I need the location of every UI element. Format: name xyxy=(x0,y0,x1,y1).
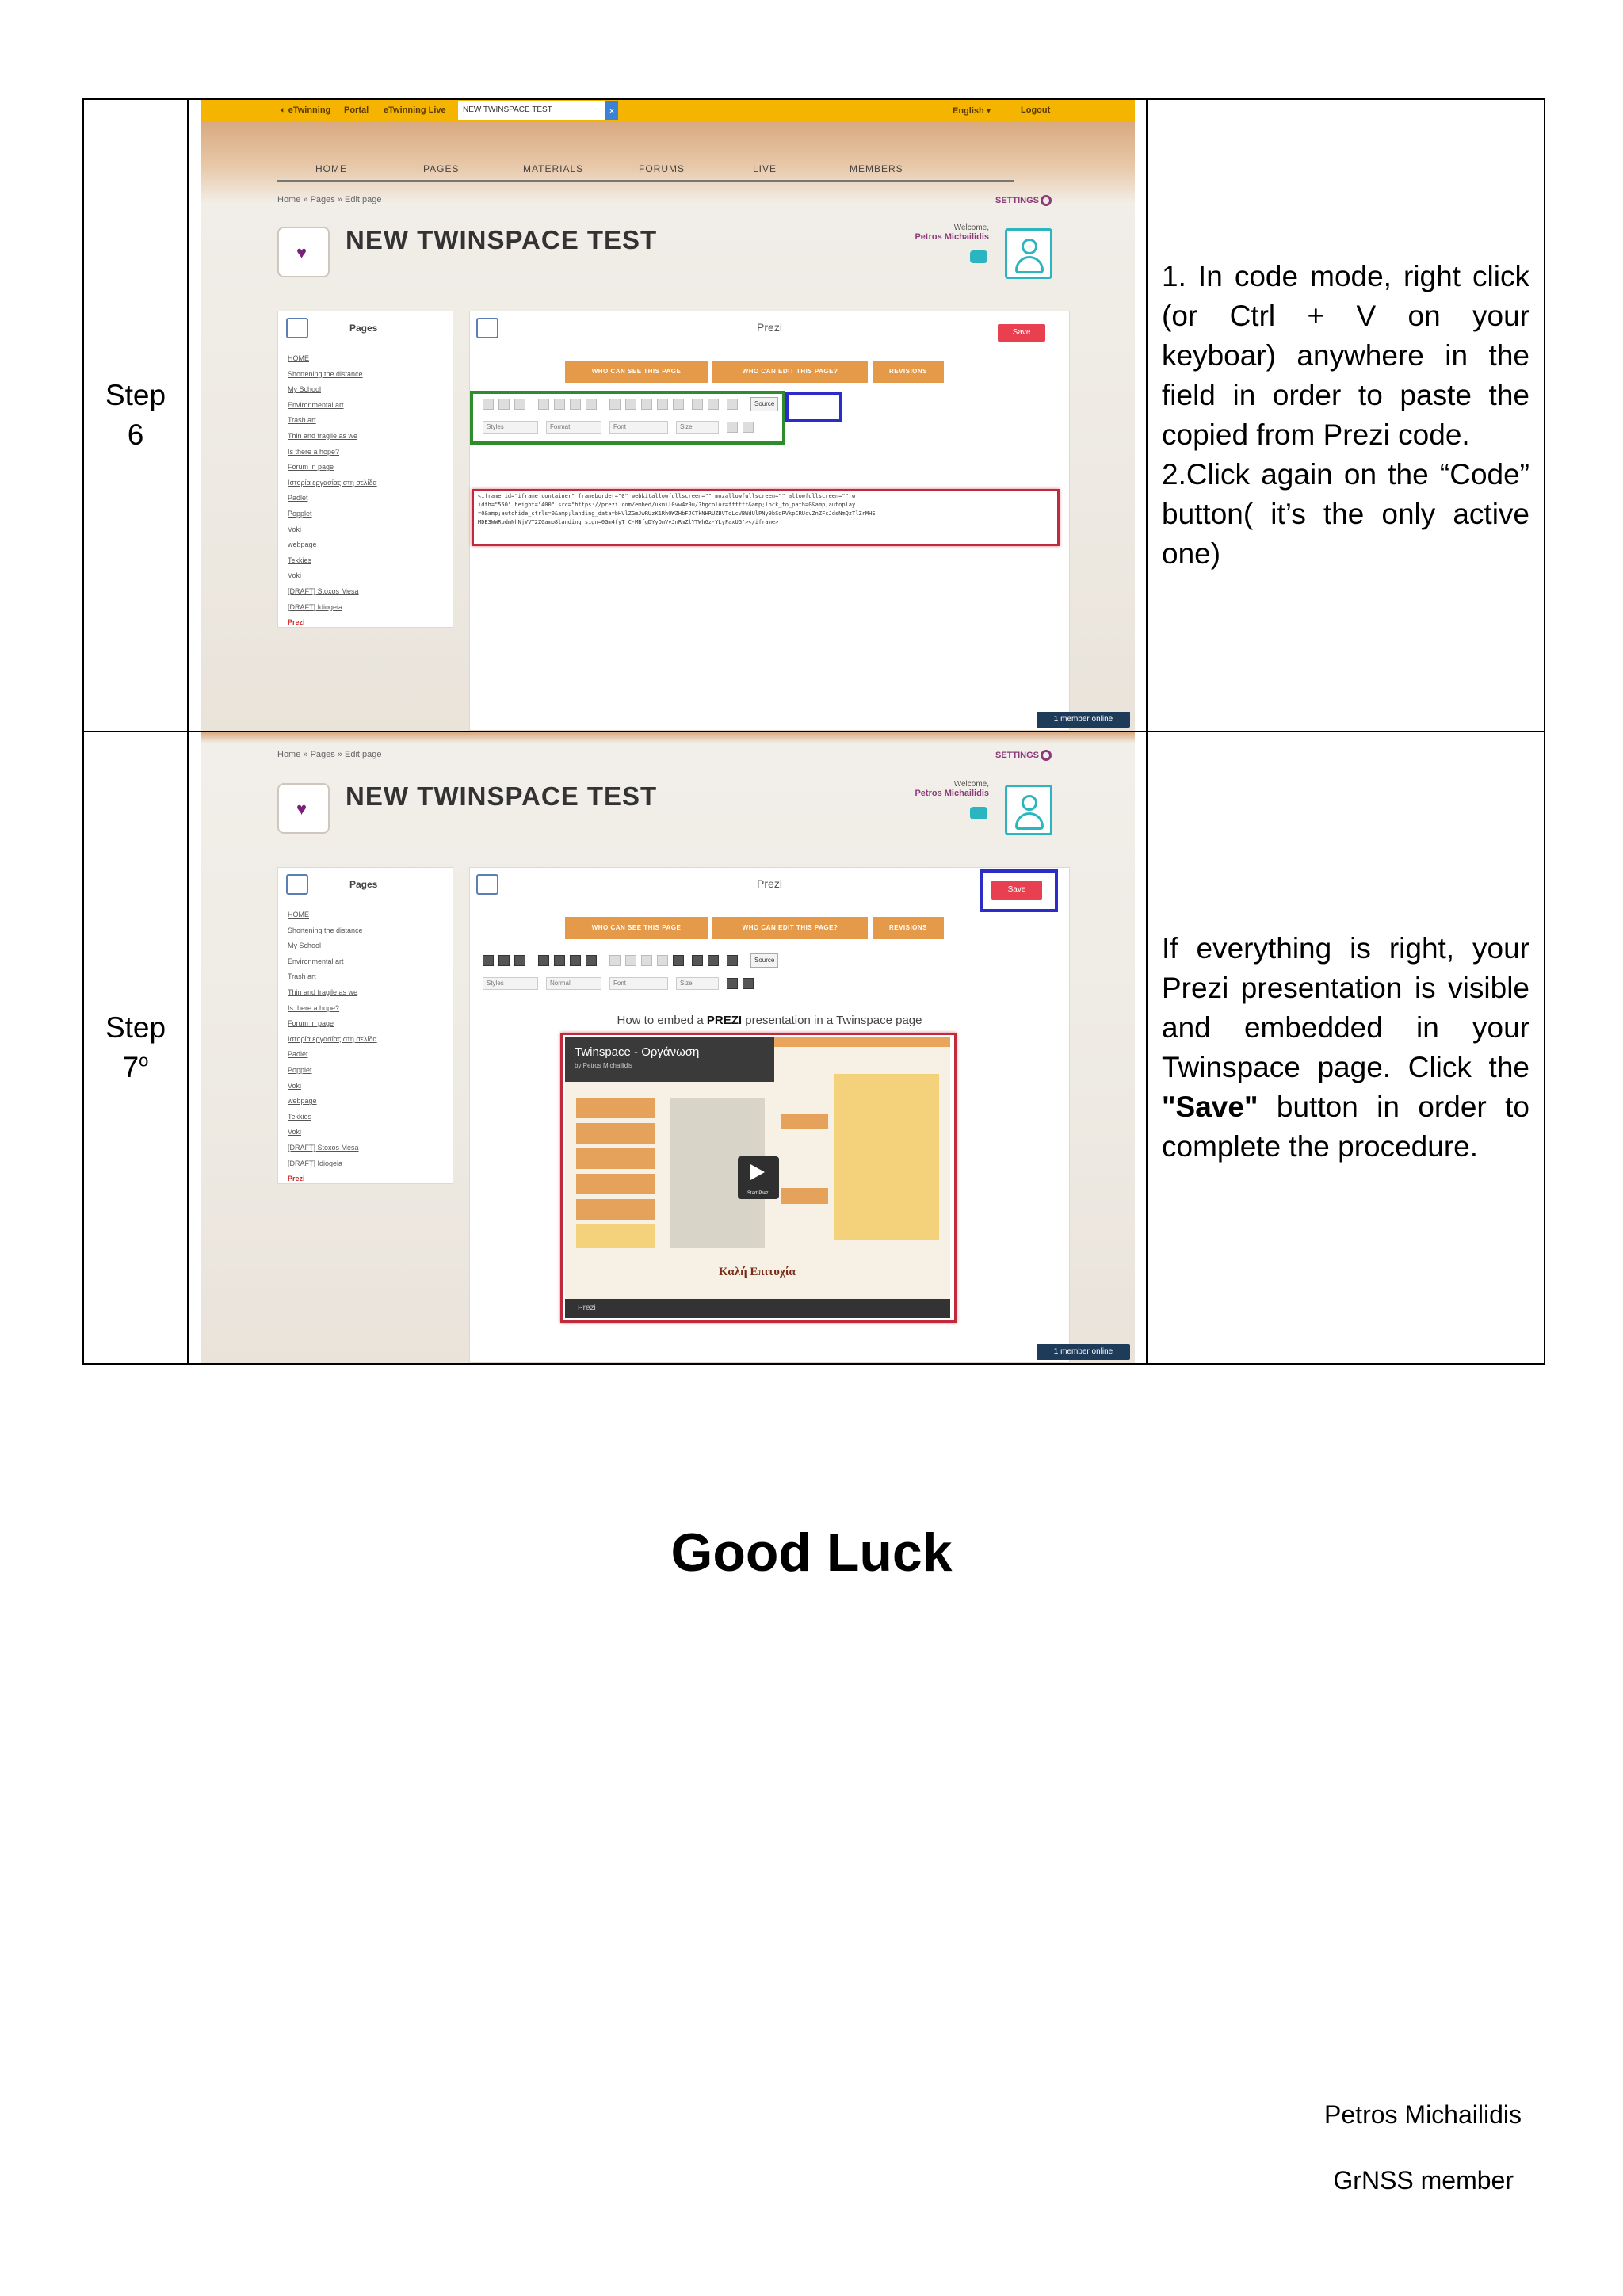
step-number: 7 xyxy=(122,1051,139,1083)
page-link-active[interactable]: Prezi xyxy=(288,618,305,627)
page-link[interactable]: Tekkies xyxy=(288,556,312,564)
page-link[interactable]: Is there a hope? xyxy=(288,1003,340,1012)
pages-panel xyxy=(277,867,453,1184)
revisions-button[interactable]: REVISIONS xyxy=(873,361,944,383)
text-color-icon[interactable] xyxy=(727,978,738,989)
source-button[interactable]: Source xyxy=(750,397,778,411)
twinspace-logo xyxy=(277,227,330,277)
page-link[interactable]: [DRAFT] Stoxos Mesa xyxy=(288,586,359,595)
nav-item-home[interactable]: HOME xyxy=(315,163,347,174)
page-link[interactable]: Trash art xyxy=(288,416,316,425)
topbar-link[interactable]: Portal xyxy=(344,105,369,115)
close-icon[interactable]: × xyxy=(605,101,618,120)
editor-panel xyxy=(469,311,1070,731)
member-online-badge[interactable]: 1 member online xyxy=(1037,1344,1130,1360)
breadcrumb: Home » Pages » Edit page xyxy=(277,750,382,759)
step-label: Step xyxy=(105,379,166,411)
highlight-source-box xyxy=(785,392,842,422)
step-label-cell xyxy=(83,99,188,732)
gear-icon xyxy=(1041,750,1052,761)
font-select[interactable]: Font xyxy=(609,421,668,434)
nav-item-pages[interactable]: PAGES xyxy=(423,163,460,174)
format-select[interactable]: Normal xyxy=(546,977,601,990)
settings-label: SETTINGS xyxy=(995,195,1040,205)
topbar-link[interactable]: eTwinning Live xyxy=(384,105,446,115)
page-link[interactable]: Voki xyxy=(288,571,302,580)
step-row-6 xyxy=(83,99,1545,732)
twinspace-screenshot-step6 xyxy=(201,100,1135,731)
breadcrumb: Home » Pages » Edit page xyxy=(277,195,382,204)
page-link-active[interactable]: Prezi xyxy=(288,1175,305,1183)
page-link[interactable]: Forum in page xyxy=(288,1019,334,1028)
page-link[interactable]: Voki xyxy=(288,1128,302,1137)
prezi-author: by Petros Michailidis xyxy=(575,1062,632,1069)
page-link[interactable]: HOME xyxy=(288,354,309,362)
highlight-prezi-box xyxy=(560,1033,957,1323)
twinspace-logo xyxy=(277,783,330,834)
nav-item-live[interactable]: LIVE xyxy=(753,163,777,174)
nav-item-members[interactable]: MEMBERS xyxy=(850,163,903,174)
author-affiliation: GrNSS member xyxy=(1333,2166,1514,2195)
format-select[interactable]: Format xyxy=(546,421,601,434)
description-cell xyxy=(1147,732,1545,1364)
prezi-start-label: Start Prezi xyxy=(747,1191,769,1196)
member-online-badge[interactable]: 1 member online xyxy=(1037,712,1130,728)
editor-title: Prezi xyxy=(757,877,782,890)
who-can-see-button[interactable]: WHO CAN SEE THIS PAGE xyxy=(565,361,708,383)
page-link[interactable]: Environmental art xyxy=(288,957,344,965)
numbered-list-icon[interactable] xyxy=(625,955,636,966)
list-icon[interactable] xyxy=(609,955,621,966)
page-link[interactable]: Popplet xyxy=(288,1065,312,1074)
link-icon[interactable] xyxy=(727,955,738,966)
etwinning-logo: ◐ eTwinning xyxy=(281,105,331,115)
line-icon[interactable] xyxy=(708,955,719,966)
page-link[interactable]: webpage xyxy=(288,1097,317,1106)
welcome-block xyxy=(886,780,989,798)
gear-icon xyxy=(1041,195,1052,206)
step-label: Step xyxy=(105,1011,166,1044)
revisions-button[interactable]: REVISIONS xyxy=(873,917,944,939)
heart-icon: ♥ xyxy=(296,243,307,262)
pages-icon xyxy=(286,318,308,338)
strike-icon[interactable] xyxy=(514,955,525,966)
editor-toolbar xyxy=(478,952,1056,998)
page-link[interactable]: Padlet xyxy=(288,1050,308,1059)
settings-label: SETTINGS xyxy=(995,750,1040,760)
page-link[interactable]: Trash art xyxy=(288,972,316,981)
nav-band xyxy=(201,122,1135,204)
indent-icon[interactable] xyxy=(641,955,652,966)
caption-bold: PREZI xyxy=(706,1014,743,1027)
screenshot-cell xyxy=(188,732,1147,1364)
page-link[interactable]: Is there a hope? xyxy=(288,447,340,456)
screenshot-cell xyxy=(188,99,1147,732)
page-link[interactable]: [DRAFT] Idiogeia xyxy=(288,1159,343,1167)
user-name[interactable]: Petros Michailidis xyxy=(915,232,989,242)
highlight-save-box xyxy=(980,869,1058,912)
step-number: 6 xyxy=(127,418,144,451)
welcome-text: Welcome, xyxy=(953,223,989,232)
page-link[interactable]: Ιστορία εργασίας στη σελίδα xyxy=(288,478,377,487)
page-link[interactable]: Shortening the distance xyxy=(288,369,363,378)
twinspace-screenshot-step7 xyxy=(201,732,1135,1363)
page-link[interactable]: Thin and fragile as we xyxy=(288,988,358,996)
page-link[interactable]: Shortening the distance xyxy=(288,926,363,934)
who-can-edit-button[interactable]: WHO CAN EDIT THIS PAGE? xyxy=(712,361,868,383)
page-link[interactable]: My School xyxy=(288,942,322,950)
avatar[interactable] xyxy=(1005,785,1052,835)
chat-icon[interactable] xyxy=(970,807,987,819)
size-select[interactable]: Size xyxy=(676,421,719,434)
who-can-edit-button[interactable]: WHO CAN EDIT THIS PAGE? xyxy=(712,917,868,939)
pages-title: Pages xyxy=(349,323,378,334)
language-select[interactable]: English ▾ xyxy=(953,106,991,116)
align-left-icon[interactable] xyxy=(538,955,549,966)
author-name: Petros Michailidis xyxy=(1324,2100,1522,2129)
description-cell xyxy=(1147,99,1545,732)
bg-color-icon[interactable] xyxy=(743,978,754,989)
nav-item-forums[interactable]: FORUMS xyxy=(639,163,685,174)
align-center-icon[interactable] xyxy=(554,955,565,966)
site-title: NEW TWINSPACE TEST xyxy=(346,225,658,254)
step-label-cell xyxy=(83,732,188,1364)
page-link[interactable]: Environmental art xyxy=(288,400,344,409)
welcome-block xyxy=(886,223,989,242)
chat-icon[interactable] xyxy=(970,250,987,263)
settings-link[interactable] xyxy=(995,195,1052,206)
save-button[interactable]: Save xyxy=(998,324,1045,342)
ordinal-sup: o xyxy=(139,1050,149,1071)
pages-icon xyxy=(286,874,308,895)
page-link[interactable]: Thin and fragile as we xyxy=(288,431,358,440)
user-name[interactable]: Petros Michailidis xyxy=(915,789,989,798)
page-link[interactable]: My School xyxy=(288,385,322,394)
etwinning-topbar xyxy=(201,100,1135,122)
quote-icon[interactable] xyxy=(673,955,684,966)
caption-pre: How to embed a xyxy=(617,1014,707,1027)
page-link[interactable]: [DRAFT] Idiogeia xyxy=(288,602,343,611)
page-link[interactable]: Voki xyxy=(288,1081,302,1090)
code-textarea[interactable]: <iframe id="iframe_container" frameborder="0" webkitallowfullscreen="" mozallowfullscreen="" allowfullscreen="" w idth="550" height="400" src="https://prezi.com/embed/ukmil0vw4z9u/?bgcolor=ffffff&amp;lock_to_path=0&amp;autoplay =0&amp;autohide_ctrls=0&amp;landing_data=bHVlZGmJwRUzK1RhOWZHbFJCTkNHRUZBVTdLcVBWdUlPNy9bSdPVkpCRUcvZnZFcJdsNmQzTlZrMHE MDE3WWRodmNhNjVVT2ZGamp8landing_sign=0Gm4fyT_C-MBfgDYyOmVvJnRmZlYTWhGz-YLyFaxUG"></iframe> xyxy=(478,493,876,525)
page-link[interactable]: HOME xyxy=(288,911,309,919)
step-description: 1. In code mode, right click (or Ctrl + V on your keyboar) anywhere in the field in order to paste the copied from Prezi code. 2.Click again on the “Code” button( it’s the only active one) xyxy=(1162,260,1529,570)
pages-list xyxy=(288,907,377,1187)
steps-table xyxy=(82,98,1545,1365)
heart-icon: ♥ xyxy=(296,799,307,819)
embed-caption xyxy=(470,1014,1069,1027)
page-link[interactable]: Popplet xyxy=(288,509,312,518)
nav-item-materials[interactable]: MATERIALS xyxy=(523,163,584,174)
page-link[interactable]: [DRAFT] Stoxos Mesa xyxy=(288,1143,359,1152)
pages-panel xyxy=(277,311,453,628)
pages-list xyxy=(288,351,377,631)
logout-link[interactable]: Logout xyxy=(1021,105,1051,115)
main-nav xyxy=(277,154,1014,182)
outdent-icon[interactable] xyxy=(657,955,668,966)
justify-icon[interactable] xyxy=(586,955,597,966)
table-icon[interactable] xyxy=(692,955,703,966)
page-link[interactable]: Forum in page xyxy=(288,463,334,472)
size-select[interactable]: Size xyxy=(676,977,719,990)
prezi-greek-text: Καλή Επιτυχία xyxy=(719,1266,796,1278)
welcome-text: Welcome, xyxy=(953,780,989,789)
pages-title: Pages xyxy=(349,879,378,890)
editor-panel xyxy=(469,867,1070,1363)
page-link[interactable]: Voki xyxy=(288,525,302,533)
step-row-7 xyxy=(83,732,1545,1364)
page-link[interactable]: Ιστορία εργασίας στη σελίδα xyxy=(288,1034,377,1043)
site-title: NEW TWINSPACE TEST xyxy=(346,781,658,811)
styles-select[interactable]: Styles xyxy=(483,421,538,434)
caption-post: presentation in a Twinspace page xyxy=(742,1014,922,1027)
align-right-icon[interactable] xyxy=(570,955,581,966)
highlight-toolbar-box xyxy=(470,391,785,445)
save-button[interactable]: Save xyxy=(991,881,1042,900)
page-link[interactable]: Tekkies xyxy=(288,1112,312,1121)
page-link[interactable]: webpage xyxy=(288,541,317,549)
avatar[interactable] xyxy=(1005,228,1052,279)
bold-icon[interactable] xyxy=(483,955,494,966)
settings-link[interactable] xyxy=(995,750,1052,761)
who-can-see-button[interactable]: WHO CAN SEE THIS PAGE xyxy=(565,917,708,939)
source-button[interactable]: Source xyxy=(750,953,778,968)
closing-heading: Good Luck xyxy=(670,1522,953,1583)
editor-title: Prezi xyxy=(757,321,782,334)
prezi-title: Twinspace - Οργάνωση xyxy=(575,1045,700,1059)
twinspace-tab[interactable]: NEW TWINSPACE TEST xyxy=(458,101,605,120)
page-link[interactable]: Padlet xyxy=(288,494,308,502)
font-select[interactable]: Font xyxy=(609,977,668,990)
step-description: If everything is right, your Prezi presentation is visible and embedded in your Twinspace page. Click the "Save" button in order to complete the procedure. xyxy=(1162,932,1529,1163)
prezi-footer: Prezi xyxy=(565,1299,950,1318)
italic-icon[interactable] xyxy=(498,955,510,966)
styles-select[interactable]: Styles xyxy=(483,977,538,990)
nav-band-edge xyxy=(201,732,1135,743)
highlight-code-box xyxy=(472,489,1060,546)
